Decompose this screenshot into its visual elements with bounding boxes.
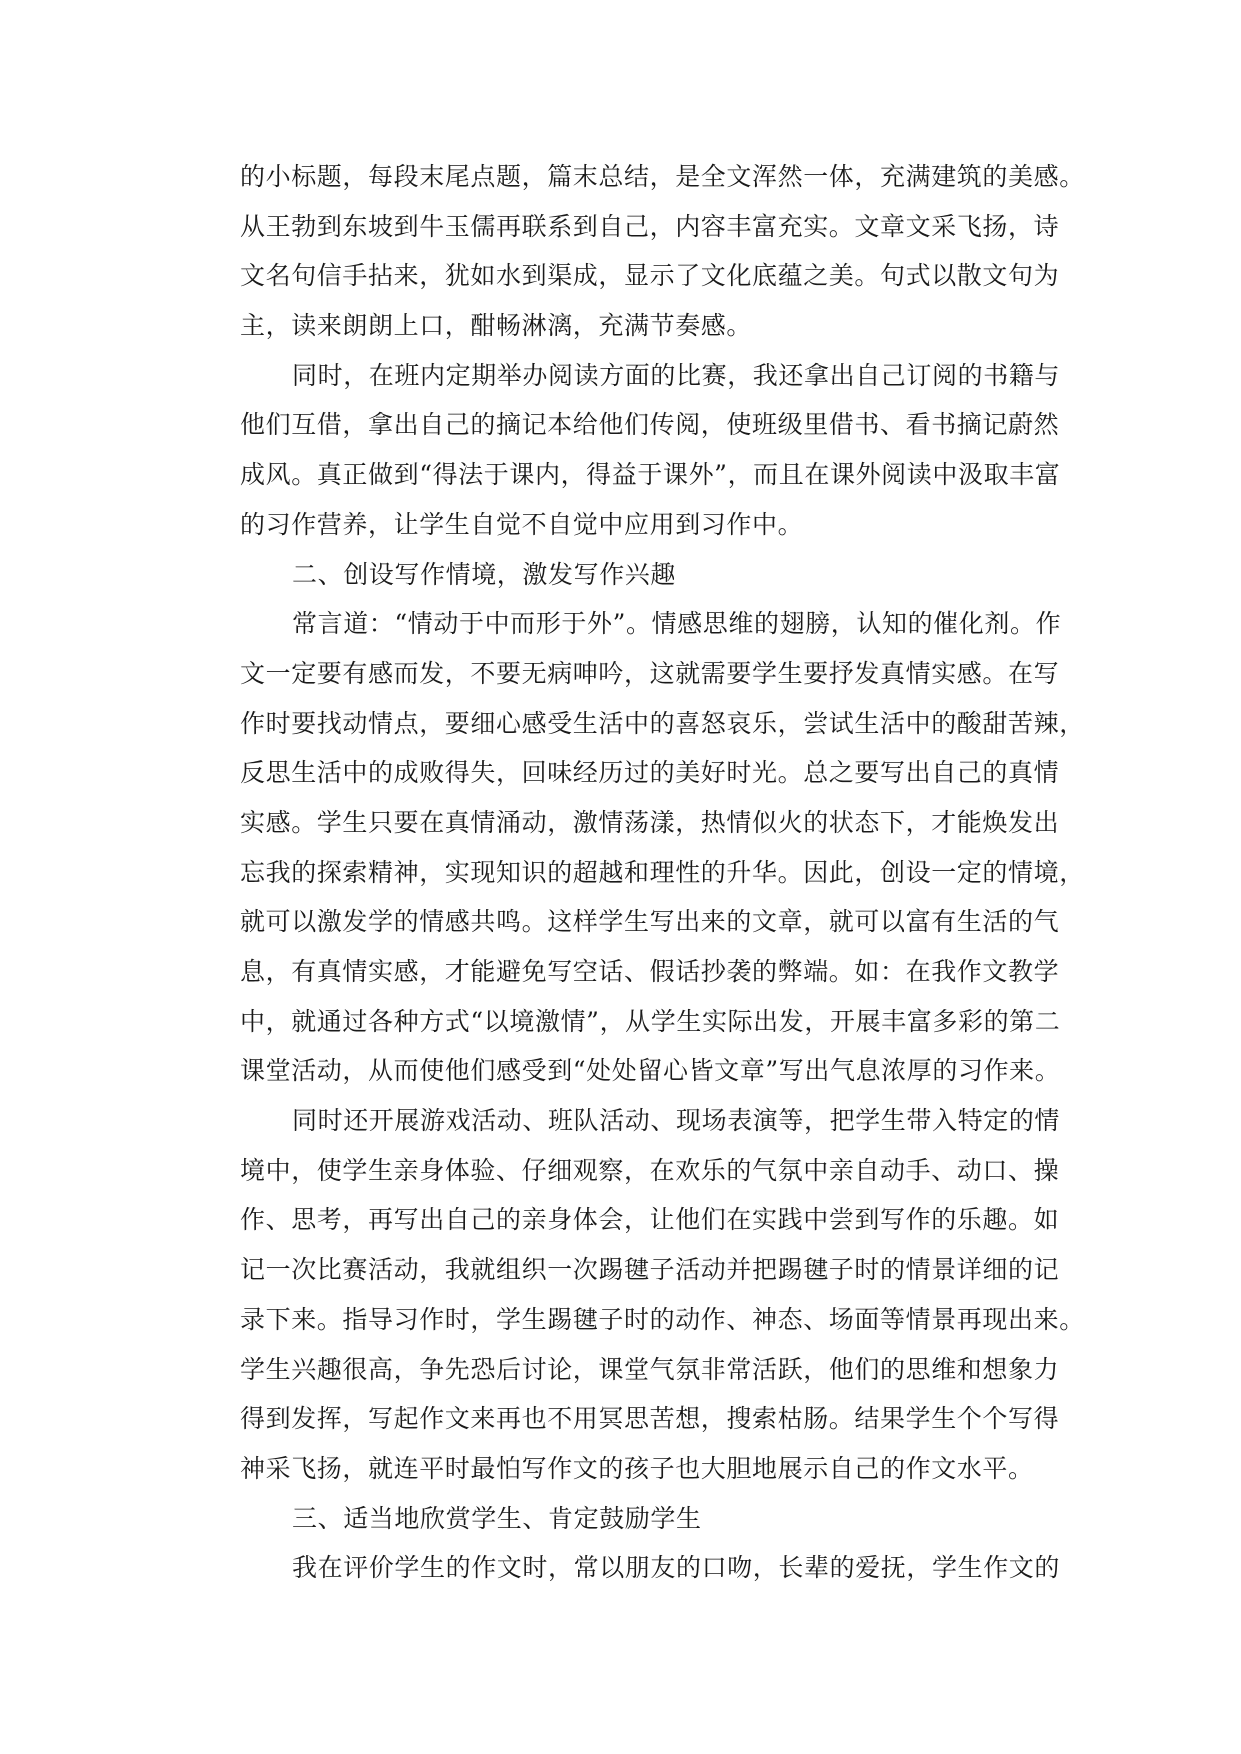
body-text — [240, 152, 1085, 1593]
text-line: 中，就通过各种方式“以境激情”，从学生实际出发，开展丰富多彩的第二 — [240, 1006, 1061, 1036]
text-line: 学生兴趣很高，争先恐后讨论，课堂气氛非常活跃，他们的思维和想象力 — [240, 1354, 1060, 1384]
text-line: 实感。学生只要在真情涌动，激情荡漾，热情似火的状态下，才能焕发出 — [240, 807, 1060, 837]
text-line: 作、思考，再写出自己的亲身体会，让他们在实践中尝到写作的乐趣。如 — [240, 1205, 1060, 1235]
paragraph-first-line: 二、创设写作情境，激发写作兴趣 — [292, 559, 677, 589]
text-line: 得到发挥，写起作文来再也不用冥思苦想，搜索枯肠。结果学生个个写得 — [240, 1404, 1060, 1434]
text-line: 成风。真正做到“得法于课内，得益于课外”，而且在课外阅读中汲取丰富 — [240, 460, 1061, 490]
paragraph-first-line: 三、适当地欣赏学生、肯定鼓励学生 — [292, 1503, 702, 1533]
text-line: 的习作营养，让学生自觉不自觉中应用到习作中。 — [240, 509, 804, 539]
paragraph-first-line: 同时还开展游戏活动、班队活动、现场表演等，把学生带入特定的情 — [292, 1106, 1061, 1136]
text-line: 他们互借，拿出自己的摘记本给他们传阅，使班级里借书、看书摘记蔚然 — [240, 410, 1060, 440]
text-line: 记一次比赛活动，我就组织一次踢毽子活动并把踢毽子时的情景详细的记 — [240, 1255, 1060, 1285]
text-line: 忘我的探索精神，实现知识的超越和理性的升华。因此，创设一定的情境， — [240, 857, 1085, 887]
text-line: 主，读来朗朗上口，酣畅淋漓，充满节奏感。 — [240, 311, 753, 341]
text-line: 反思生活中的成败得失，回味经历过的美好时光。总之要写出自己的真情 — [240, 758, 1060, 788]
text-line: 息，有真情实感，才能避免写空话、假话抄袭的弊端。如：在我作文教学 — [240, 957, 1060, 986]
paragraph-first-line: 同时，在班内定期举办阅读方面的比赛，我还拿出自己订阅的书籍与 — [292, 360, 1061, 390]
text-line: 的小标题，每段末尾点题，篇末总结，是全文浑然一体，充满建筑的美感。 — [240, 162, 1085, 191]
paragraph-first-line: 我在评价学生的作文时，常以朋友的口吻，长辈的爱抚，学生作文的 — [292, 1553, 1061, 1583]
text-line: 境中，使学生亲身体验、仔细观察，在欢乐的气氛中亲自动手、动口、操 — [240, 1155, 1060, 1185]
text-line: 课堂活动，从而使他们感受到“处处留心皆文章”写出气息浓厚的习作来。 — [240, 1056, 1061, 1086]
text-line: 录下来。指导习作时，学生踢毽子时的动作、神态、场面等情景再现出来。 — [240, 1304, 1085, 1334]
text-line: 文名句信手拈来，犹如水到渠成，显示了文化底蕴之美。句式以散文句为 — [240, 261, 1060, 291]
text-line: 文一定要有感而发，不要无病呻吟，这就需要学生要抒发真情实感。在写 — [240, 658, 1060, 688]
paragraph-first-line: 常言道：“情动于中而形于外”。情感思维的翅膀，认知的催化剂。作 — [292, 609, 1062, 639]
text-line: 就可以激发学的情感共鸣。这样学生写出来的文章，就可以富有生活的气 — [240, 907, 1060, 937]
text-line: 神采飞扬，就连平时最怕写作文的孩子也大胆地展示自己的作文水平。 — [240, 1453, 1034, 1483]
text-line: 从王勃到东坡到牛玉儒再联系到自己，内容丰富充实。文章文采飞扬，诗 — [240, 211, 1060, 241]
text-line: 作时要找动情点，要细心感受生活中的喜怒哀乐，尝试生活中的酸甜苦辣， — [240, 708, 1085, 738]
